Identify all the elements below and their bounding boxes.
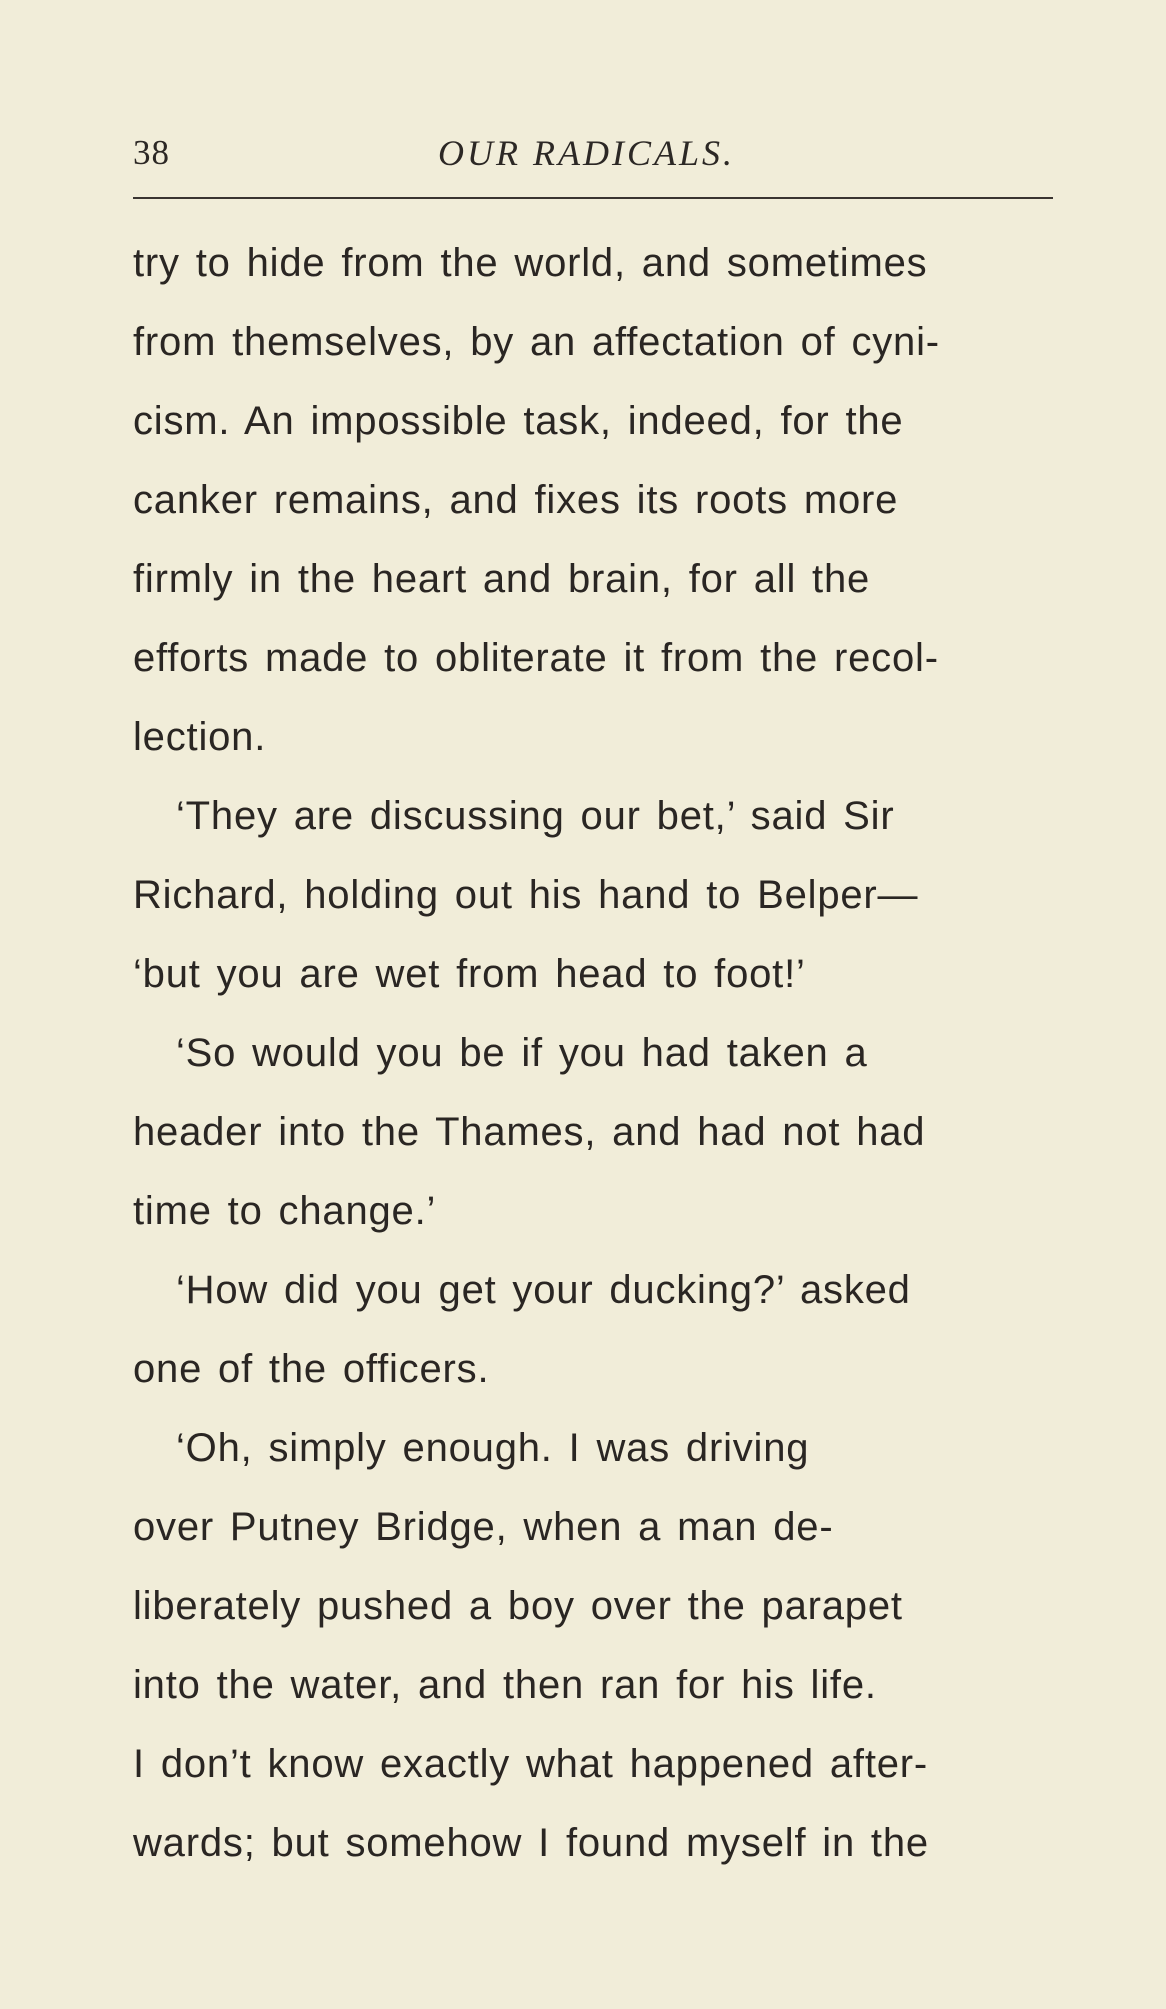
text-line: cism. An impossible task, indeed, for the	[133, 399, 904, 443]
text-line: wards; but somehow I found myself in the	[133, 1821, 929, 1865]
text-line: I don’t know exactly what happened after-	[133, 1742, 929, 1786]
text-line: one of the officers.	[133, 1347, 490, 1391]
text-line-paragraph-start: ‘So would you be if you had taken a	[176, 1031, 868, 1075]
text-line: canker remains, and fixes its roots more	[133, 478, 899, 522]
text-line: over Putney Bridge, when a man de-	[133, 1505, 834, 1549]
text-line-paragraph-start: ‘Oh, simply enough. I was driving	[176, 1426, 810, 1470]
text-line: try to hide from the world, and sometimes	[133, 241, 928, 285]
text-line: liberately pushed a boy over the parapet	[133, 1584, 903, 1628]
page-number: 38	[133, 133, 170, 172]
text-line: time to change.’	[133, 1189, 437, 1233]
text-line: header into the Thames, and had not had	[133, 1110, 926, 1154]
text-line: efforts made to obliterate it from the recol-	[133, 636, 939, 680]
text-line: Richard, holding out his hand to Belper—	[133, 873, 919, 917]
text-line: ‘but you are wet from head to foot!’	[133, 952, 806, 996]
text-line: lection.	[133, 715, 267, 759]
text-line-paragraph-start: ‘How did you get your ducking?’ asked	[176, 1268, 911, 1312]
body-text	[133, 224, 1073, 1883]
text-line-paragraph-start: ‘They are discussing our bet,’ said Sir	[176, 794, 895, 838]
header-rule	[133, 197, 1053, 199]
text-line: into the water, and then ran for his life.	[133, 1663, 877, 1707]
text-line: from themselves, by an affectation of cyni-	[133, 320, 940, 364]
running-head	[133, 128, 1053, 178]
text-line: firmly in the heart and brain, for all the	[133, 557, 871, 601]
running-title: OUR RADICALS.	[438, 133, 735, 173]
